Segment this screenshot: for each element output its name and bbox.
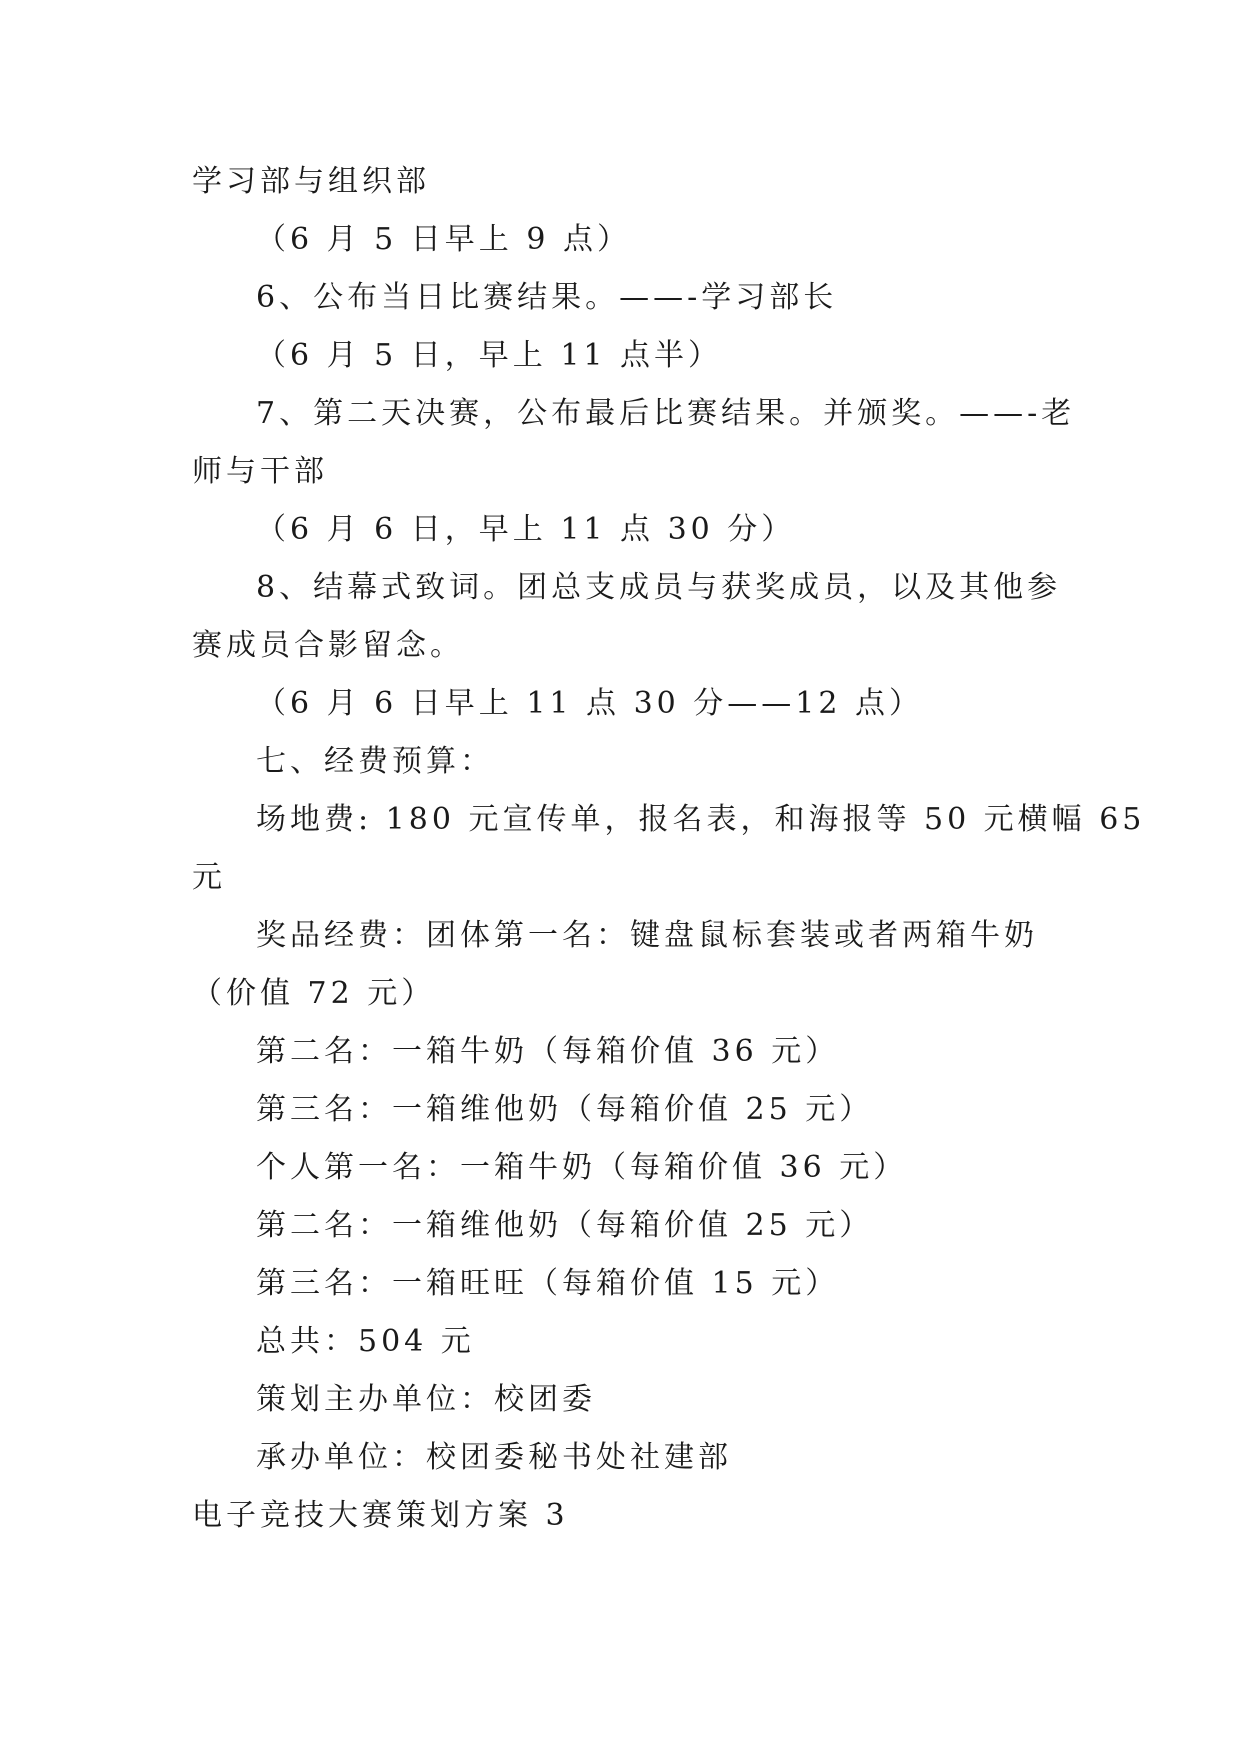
document-title: 电子竞技大赛策划方案 3 bbox=[192, 1498, 569, 1533]
text-line: 奖品经费：团体第一名：键盘鼠标套装或者两箱牛奶 bbox=[256, 918, 1038, 953]
text-line: 总共：504 元 bbox=[256, 1324, 475, 1359]
text-line: （6 月 6 日早上 11 点 30 分——12 点） bbox=[256, 686, 923, 721]
text-line: （6 月 6 日，早上 11 点 30 分） bbox=[256, 512, 796, 547]
text-line: 第二名：一箱牛奶（每箱价值 36 元） bbox=[256, 1034, 840, 1069]
text-line: 承办单位：校团委秘书处社建部 bbox=[256, 1440, 732, 1475]
text-line: 赛成员合影留念。 bbox=[192, 628, 464, 663]
text-line: （6 月 5 日早上 9 点） bbox=[256, 222, 631, 257]
text-line: （6 月 5 日，早上 11 点半） bbox=[256, 338, 723, 373]
text-line: 师与干部 bbox=[192, 454, 328, 489]
text-line: 第三名：一箱旺旺（每箱价值 15 元） bbox=[256, 1266, 840, 1301]
text-line: 个人第一名：一箱牛奶（每箱价值 36 元） bbox=[256, 1150, 908, 1185]
text-line: 6、公布当日比赛结果。——-学习部长 bbox=[256, 280, 838, 315]
text-line: 7、第二天决赛，公布最后比赛结果。并颁奖。——-老 bbox=[256, 396, 1076, 431]
text-line: （价值 72 元） bbox=[192, 976, 436, 1011]
text-line: 8、结幕式致词。团总支成员与获奖成员，以及其他参 bbox=[256, 570, 1062, 605]
text-line: 第二名：一箱维他奶（每箱价值 25 元） bbox=[256, 1208, 874, 1243]
text-line: 学习部与组织部 bbox=[192, 164, 430, 199]
text-line: 场地费: 180 元宣传单，报名表，和海报等 50 元横幅 65 bbox=[256, 802, 1146, 837]
section-heading: 七、经费预算： bbox=[256, 744, 494, 779]
text-line: 策划主办单位：校团委 bbox=[256, 1382, 596, 1417]
text-line: 元 bbox=[192, 860, 226, 895]
text-line: 第三名：一箱维他奶（每箱价值 25 元） bbox=[256, 1092, 874, 1127]
